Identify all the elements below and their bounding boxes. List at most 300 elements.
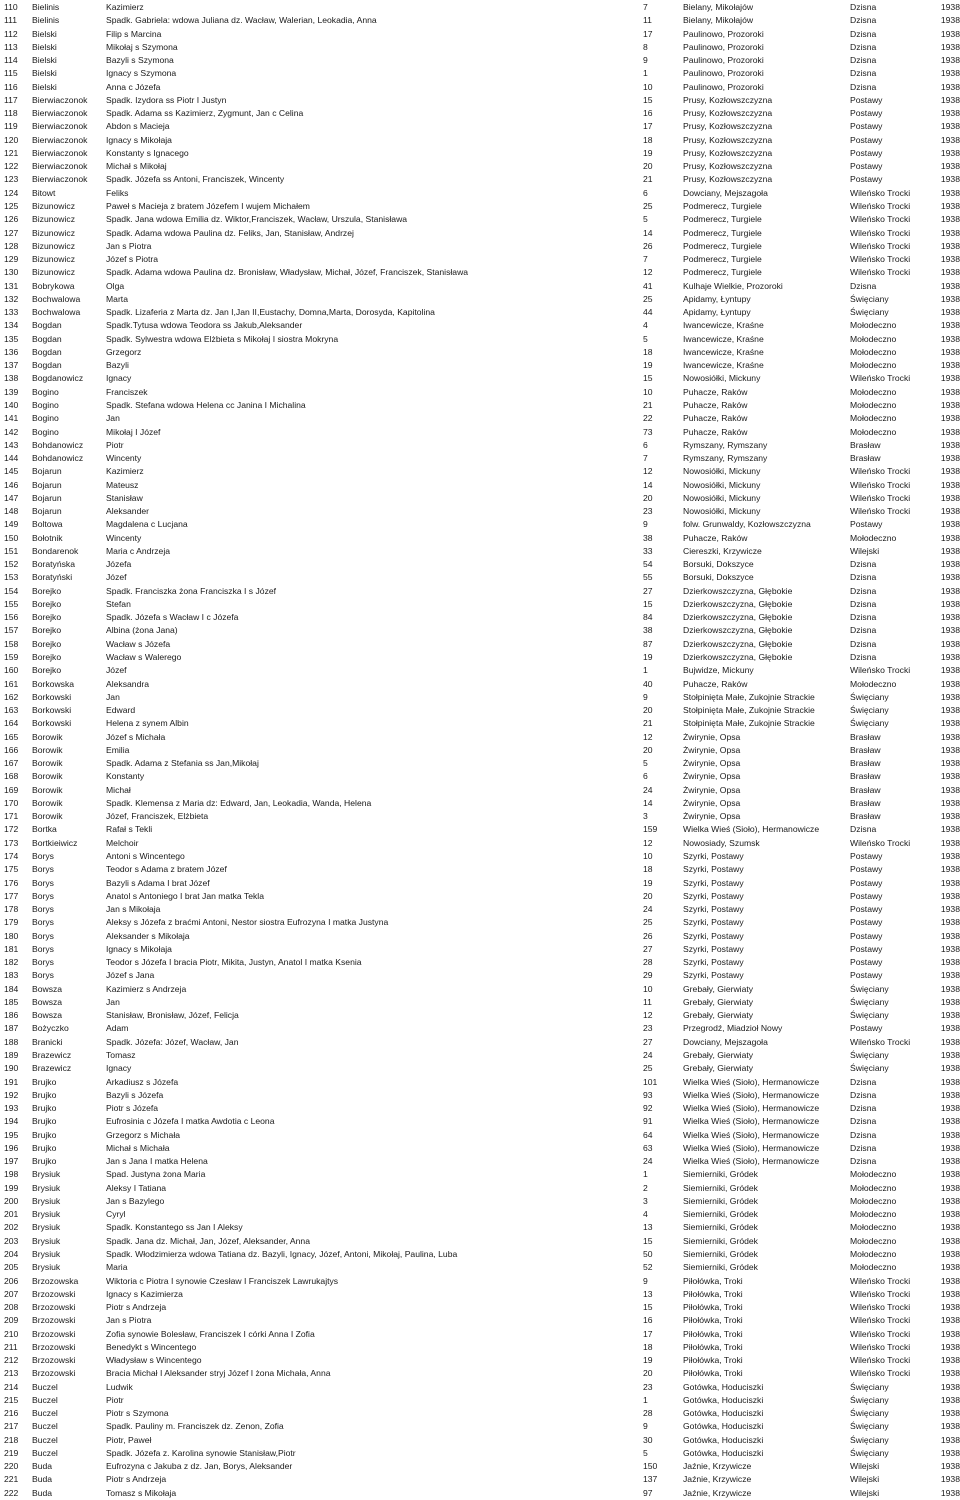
- entry-number-cell: 168: [4, 771, 19, 782]
- locality-cell: Siemierniki, Gródek: [683, 1222, 758, 1233]
- year-cell: 1938: [940, 214, 960, 225]
- given-names-cell: Benedykt s Wincentego: [106, 1341, 197, 1352]
- given-names-cell: Michał: [106, 784, 131, 795]
- district-cell: Święciany: [850, 293, 889, 304]
- locality-cell: Siemierniki, Gródek: [683, 1209, 758, 1220]
- year-cell: 1938: [940, 320, 960, 331]
- given-names-cell: Maria c Andrzeja: [106, 545, 171, 556]
- entry-number-cell: 171: [4, 811, 19, 822]
- entry-number-cell: 199: [4, 1182, 19, 1193]
- table-row: [0, 67, 960, 80]
- surname-cell: Bowsza: [32, 1010, 63, 1021]
- entry-number-cell: 204: [4, 1248, 19, 1259]
- year-cell: 1938: [940, 665, 960, 676]
- given-names-cell: Mateusz: [106, 479, 139, 490]
- entry-number-cell: 144: [4, 453, 19, 464]
- table-row: [0, 1235, 960, 1248]
- district-cell: Wileńsko Trocki: [850, 1315, 911, 1326]
- entry-number-cell: 196: [4, 1142, 19, 1153]
- district-cell: Wileńsko Trocki: [850, 466, 911, 477]
- given-names-cell: Piotr s Szymona: [106, 1408, 169, 1419]
- year-cell: 1938: [940, 1049, 960, 1060]
- table-row: [0, 160, 960, 173]
- house-number-cell: 3: [643, 811, 648, 822]
- given-names-cell: Kazimierz s Andrzeja: [106, 983, 187, 994]
- given-names-cell: Ignacy s Kazimierza: [106, 1288, 183, 1299]
- surname-cell: Borowik: [32, 811, 63, 822]
- given-names-cell: Stefan: [106, 598, 131, 609]
- house-number-cell: 18: [643, 864, 653, 875]
- given-names-cell: Spadk. Józefa z. Karolina synowie Stanisław,Piotr: [106, 1447, 296, 1458]
- locality-cell: Nowosiółki, Mickuny: [683, 373, 761, 384]
- table-row: [0, 1076, 960, 1089]
- given-names-cell: Jan s Piotra: [106, 1315, 152, 1326]
- year-cell: 1938: [940, 1222, 960, 1233]
- table-row: [0, 1248, 960, 1261]
- locality-cell: Siemierniki, Gródek: [683, 1169, 758, 1180]
- given-names-cell: Bazyli s Adama I brat Józef: [106, 877, 210, 888]
- district-cell: Mołodeczno: [850, 320, 897, 331]
- surname-cell: Brzozowski: [32, 1315, 76, 1326]
- house-number-cell: 17: [643, 1328, 653, 1339]
- given-names-cell: Spadk. Lizaferia z Marta dz. Jan I,Jan II,Eustachy, Domna,Marta, Dorosyda, Kapitolina: [106, 307, 435, 318]
- house-number-cell: 10: [643, 983, 653, 994]
- district-cell: Postawy: [850, 957, 883, 968]
- locality-cell: Dzierkowszczyzna, Głębokie: [683, 625, 793, 636]
- house-number-cell: 1: [643, 68, 648, 79]
- district-cell: Dzisna: [850, 280, 877, 291]
- entry-number-cell: 198: [4, 1169, 19, 1180]
- table-row: [0, 465, 960, 478]
- entry-number-cell: 142: [4, 426, 19, 437]
- locality-cell: Dowciany, Mejszagoła: [683, 1036, 768, 1047]
- entry-number-cell: 119: [4, 121, 18, 132]
- district-cell: Dzisna: [850, 1142, 877, 1153]
- surname-cell: Bizunowicz: [32, 240, 75, 251]
- year-cell: 1938: [940, 55, 960, 66]
- given-names-cell: Filip s Marcina: [106, 28, 162, 39]
- surname-cell: Bogino: [32, 399, 59, 410]
- entry-number-cell: 217: [4, 1421, 19, 1432]
- district-cell: Postawy: [850, 890, 883, 901]
- house-number-cell: 18: [643, 134, 653, 145]
- house-number-cell: 19: [643, 1355, 653, 1366]
- locality-cell: Grebały, Gierwiaty: [683, 1049, 754, 1060]
- given-names-cell: Ignacy s Szymona: [106, 68, 177, 79]
- district-cell: Wileńsko Trocki: [850, 254, 911, 265]
- table-row: [0, 744, 960, 757]
- district-cell: Święciany: [850, 1010, 889, 1021]
- surname-cell: Bohdanowicz: [32, 453, 84, 464]
- locality-cell: Stołpinięta Małe, Zukojnie Strackie: [683, 705, 815, 716]
- entry-number-cell: 216: [4, 1408, 19, 1419]
- surname-cell: Bielski: [32, 68, 57, 79]
- given-names-cell: Bazyli: [106, 360, 129, 371]
- entry-number-cell: 159: [4, 652, 19, 663]
- house-number-cell: 11: [643, 996, 652, 1007]
- year-cell: 1938: [940, 652, 960, 663]
- house-number-cell: 84: [643, 612, 653, 623]
- house-number-cell: 38: [643, 532, 653, 543]
- given-names-cell: Olga: [106, 280, 125, 291]
- house-number-cell: 20: [643, 492, 653, 503]
- district-cell: Postawy: [850, 970, 883, 981]
- entry-number-cell: 121: [4, 147, 19, 158]
- given-names-cell: Spadk. Adama wdowa Paulina dz. Bronisław, Władysław, Michał, Józef, Franciszek, Stanisława: [106, 267, 469, 278]
- entry-number-cell: 115: [4, 68, 18, 79]
- surname-cell: Borejko: [32, 652, 62, 663]
- house-number-cell: 87: [643, 638, 653, 649]
- entry-number-cell: 195: [4, 1129, 19, 1140]
- house-number-cell: 6: [643, 187, 648, 198]
- year-cell: 1938: [940, 2, 960, 12]
- surname-cell: Brysiuk: [32, 1248, 61, 1259]
- district-cell: Postawy: [850, 94, 883, 105]
- house-number-cell: 2: [643, 1182, 648, 1193]
- table-row: [0, 492, 960, 505]
- table-row: [0, 598, 960, 611]
- district-cell: Dzisna: [850, 1103, 877, 1114]
- district-cell: Mołodeczno: [850, 346, 897, 357]
- entry-number-cell: 127: [4, 227, 19, 238]
- table-row: [0, 624, 960, 637]
- entry-number-cell: 218: [4, 1434, 19, 1445]
- year-cell: 1938: [940, 705, 960, 716]
- year-cell: 1938: [940, 598, 960, 609]
- year-cell: 1938: [940, 612, 960, 623]
- table-row: [0, 1036, 960, 1049]
- house-number-cell: 23: [643, 506, 653, 517]
- given-names-cell: Rafał s Tekli: [106, 824, 153, 835]
- locality-cell: Siemierniki, Gródek: [683, 1262, 758, 1273]
- entry-number-cell: 158: [4, 638, 19, 649]
- entry-number-cell: 189: [4, 1049, 19, 1060]
- entry-number-cell: 210: [4, 1328, 19, 1339]
- year-cell: 1938: [940, 1368, 960, 1379]
- table-row: [0, 1473, 960, 1486]
- year-cell: 1938: [940, 851, 960, 861]
- locality-cell: Szyrki, Postawy: [683, 877, 744, 888]
- locality-cell: Bielany, Mikołajów: [683, 2, 754, 12]
- entry-number-cell: 177: [4, 890, 19, 901]
- given-names-cell: Ignacy: [106, 373, 132, 384]
- district-cell: Dzisna: [850, 1089, 877, 1100]
- year-cell: 1938: [940, 1023, 960, 1034]
- entry-number-cell: 173: [4, 837, 19, 848]
- entry-number-cell: 128: [4, 240, 19, 251]
- given-names-cell: Spadk. Konstantego ss Jan I Aleksy: [106, 1222, 243, 1233]
- surname-cell: Bojarun: [32, 466, 62, 477]
- entry-number-cell: 170: [4, 797, 19, 808]
- house-number-cell: 52: [643, 1262, 653, 1273]
- district-cell: Mołodeczno: [850, 532, 897, 543]
- table-row: [0, 253, 960, 266]
- given-names-cell: Teodor s Józefa I bracia Piotr, Mikita, Justyn, Anatol I matka Ksenia: [106, 957, 362, 968]
- district-cell: Postawy: [850, 161, 883, 172]
- district-cell: Święciany: [850, 691, 889, 702]
- given-names-cell: Anna c Józefa: [106, 81, 161, 92]
- locality-cell: Wielka Wieś (Sioło), Hermanowicze: [683, 1089, 820, 1100]
- year-cell: 1938: [940, 638, 960, 649]
- given-names-cell: Stanisław: [106, 492, 143, 503]
- house-number-cell: 23: [643, 1023, 653, 1034]
- year-cell: 1938: [940, 1089, 960, 1100]
- surname-cell: Borys: [32, 890, 54, 901]
- given-names-cell: Edward: [106, 705, 136, 716]
- district-cell: Wilejski: [850, 545, 880, 556]
- house-number-cell: 6: [643, 771, 648, 782]
- surname-cell: Bielinis: [32, 2, 60, 12]
- house-number-cell: 150: [643, 1461, 658, 1472]
- house-number-cell: 4: [643, 320, 648, 331]
- given-names-cell: Jan: [106, 996, 120, 1007]
- locality-cell: Puhacze, Raków: [683, 426, 748, 437]
- table-row: [0, 585, 960, 598]
- table-row: [0, 1275, 960, 1288]
- given-names-cell: Jan: [106, 691, 120, 702]
- locality-cell: Nowosiady, Szumsk: [683, 837, 760, 848]
- given-names-cell: Aleksander: [106, 506, 149, 517]
- locality-cell: Prusy, Kozłowszczyzna: [683, 134, 773, 145]
- house-number-cell: 9: [643, 519, 648, 530]
- given-names-cell: Konstanty: [106, 771, 145, 782]
- year-cell: 1938: [940, 877, 960, 888]
- district-cell: Mołodeczno: [850, 1209, 897, 1220]
- given-names-cell: Bracia Michał I Aleksander stryj Józef I żona Michała, Anna: [106, 1368, 331, 1379]
- district-cell: Wileńsko Trocki: [850, 479, 911, 490]
- table-row: [0, 1261, 960, 1274]
- table-row: [0, 346, 960, 359]
- year-cell: 1938: [940, 691, 960, 702]
- year-cell: 1938: [940, 1116, 960, 1127]
- district-cell: Święciany: [850, 1394, 889, 1405]
- house-number-cell: 14: [643, 227, 653, 238]
- surname-cell: Bierwiaczonok: [32, 161, 88, 172]
- year-cell: 1938: [940, 121, 960, 132]
- locality-cell: Puhacze, Raków: [683, 532, 748, 543]
- given-names-cell: Piotr s Józefa: [106, 1103, 159, 1114]
- entry-number-cell: 184: [4, 983, 19, 994]
- table-row: [0, 1314, 960, 1327]
- district-cell: Wileńsko Trocki: [850, 1355, 911, 1366]
- table-row: [0, 943, 960, 956]
- surname-cell: Brysiuk: [32, 1195, 61, 1206]
- locality-cell: Szyrki, Postawy: [683, 930, 744, 941]
- surname-cell: Boltowa: [32, 519, 63, 530]
- year-cell: 1938: [940, 758, 960, 769]
- given-names-cell: Spadk. Józefa s Wacław I c Józefa: [106, 612, 239, 623]
- year-cell: 1938: [940, 399, 960, 410]
- entry-number-cell: 133: [4, 307, 19, 318]
- locality-cell: Stołpinięta Małe, Zukojnie Strackie: [683, 718, 815, 729]
- entry-number-cell: 165: [4, 731, 19, 742]
- locality-cell: Gotówka, Hoduciszki: [683, 1381, 764, 1392]
- house-number-cell: 26: [643, 240, 653, 251]
- entry-number-cell: 163: [4, 705, 19, 716]
- house-number-cell: 13: [643, 1288, 653, 1299]
- locality-cell: Żwirynie, Opsa: [683, 744, 741, 755]
- given-names-cell: Maria: [106, 1262, 128, 1273]
- table-row: [0, 1221, 960, 1234]
- locality-cell: Puhacze, Raków: [683, 413, 748, 424]
- table-row: [0, 41, 960, 54]
- table-row: [0, 1434, 960, 1447]
- surname-cell: Bortkieiwicz: [32, 837, 78, 848]
- given-names-cell: Wacław s Józefa: [106, 638, 171, 649]
- house-number-cell: 24: [643, 904, 653, 915]
- table-row: [0, 797, 960, 810]
- table-row: [0, 983, 960, 996]
- year-cell: 1938: [940, 572, 960, 583]
- entry-number-cell: 164: [4, 718, 19, 729]
- surname-cell: Bołotnik: [32, 532, 63, 543]
- year-cell: 1938: [940, 240, 960, 251]
- house-number-cell: 92: [643, 1103, 653, 1114]
- year-cell: 1938: [940, 864, 960, 875]
- surname-cell: Brujko: [32, 1116, 57, 1127]
- year-cell: 1938: [940, 1129, 960, 1140]
- district-cell: Mołodeczno: [850, 426, 897, 437]
- house-number-cell: 12: [643, 731, 653, 742]
- district-cell: Dzisna: [850, 824, 877, 835]
- table-row: [0, 611, 960, 624]
- year-cell: 1938: [940, 254, 960, 265]
- surname-cell: Bogdan: [32, 346, 62, 357]
- locality-cell: Puhacze, Raków: [683, 678, 748, 689]
- locality-cell: Dowciany, Mejszagoła: [683, 187, 768, 198]
- given-names-cell: Józef s Michała: [106, 731, 166, 742]
- entry-number-cell: 157: [4, 625, 19, 636]
- house-number-cell: 12: [643, 267, 653, 278]
- house-number-cell: 18: [643, 1341, 653, 1352]
- table-row: [0, 770, 960, 783]
- locality-cell: Podmerecz, Turgiele: [683, 200, 762, 211]
- year-cell: 1938: [940, 1288, 960, 1299]
- year-cell: 1938: [940, 373, 960, 384]
- district-cell: Wileńsko Trocki: [850, 187, 911, 198]
- house-number-cell: 15: [643, 94, 653, 105]
- house-number-cell: 16: [643, 108, 653, 119]
- table-row: [0, 1341, 960, 1354]
- surname-cell: Bochwalowa: [32, 307, 81, 318]
- table-row: [0, 1381, 960, 1394]
- entry-number-cell: 183: [4, 970, 19, 981]
- surname-cell: Buda: [32, 1474, 53, 1485]
- locality-cell: Prusy, Kozłowszczyzna: [683, 147, 773, 158]
- table-row: [0, 1115, 960, 1128]
- year-cell: 1938: [940, 1103, 960, 1114]
- district-cell: Wileńsko Trocki: [850, 227, 911, 238]
- given-names-cell: Spadk. Pauliny m. Franciszek dz. Zenon, Zofia: [106, 1421, 284, 1432]
- given-names-cell: Michał s Mikołaj: [106, 161, 167, 172]
- year-cell: 1938: [940, 1328, 960, 1339]
- district-cell: Dzisna: [850, 1156, 877, 1167]
- locality-cell: Żwirynie, Opsa: [683, 771, 741, 782]
- entry-number-cell: 206: [4, 1275, 19, 1286]
- table-row: [0, 704, 960, 717]
- district-cell: Wileńsko Trocki: [850, 492, 911, 503]
- district-cell: Wileńsko Trocki: [850, 1341, 911, 1352]
- entry-number-cell: 178: [4, 904, 19, 915]
- surname-cell: Bielski: [32, 28, 57, 39]
- district-cell: Wileńsko Trocki: [850, 1302, 911, 1313]
- house-number-cell: 33: [643, 545, 653, 556]
- locality-cell: Żwirynie, Opsa: [683, 797, 741, 808]
- district-cell: Wileńsko Trocki: [850, 200, 911, 211]
- year-cell: 1938: [940, 1010, 960, 1021]
- district-cell: Postawy: [850, 174, 883, 185]
- surname-cell: Borys: [32, 851, 54, 861]
- entry-number-cell: 140: [4, 399, 19, 410]
- table-row: [0, 81, 960, 94]
- year-cell: 1938: [940, 1262, 960, 1273]
- house-number-cell: 21: [643, 718, 653, 729]
- surname-cell: Bierwiaczonok: [32, 174, 88, 185]
- table-row: [0, 903, 960, 916]
- locality-cell: Paulinowo, Prozoroki: [683, 41, 764, 52]
- entry-number-cell: 203: [4, 1235, 19, 1246]
- table-row: [0, 638, 960, 651]
- year-cell: 1938: [940, 1461, 960, 1472]
- house-number-cell: 21: [643, 174, 653, 185]
- house-number-cell: 15: [643, 1302, 653, 1313]
- given-names-cell: Piotr s Andrzeja: [106, 1474, 167, 1485]
- district-cell: Brasław: [850, 439, 881, 450]
- given-names-cell: Kazimierz: [106, 466, 144, 477]
- given-names-cell: Józef s Jana: [106, 970, 155, 981]
- district-cell: Wileńsko Trocki: [850, 214, 911, 225]
- district-cell: Postawy: [850, 1023, 883, 1034]
- year-cell: 1938: [940, 1209, 960, 1220]
- given-names-cell: Teodor s Adama z bratem Józef: [106, 864, 227, 875]
- given-names-cell: Mikołaj I Józef: [106, 426, 161, 437]
- year-cell: 1938: [940, 1248, 960, 1259]
- table-row: [0, 213, 960, 226]
- table-row: [0, 930, 960, 943]
- house-number-cell: 4: [643, 1209, 648, 1220]
- year-cell: 1938: [940, 943, 960, 954]
- house-number-cell: 19: [643, 147, 653, 158]
- year-cell: 1938: [940, 386, 960, 397]
- year-cell: 1938: [940, 731, 960, 742]
- locality-cell: Podmerecz, Turgiele: [683, 214, 762, 225]
- house-number-cell: 50: [643, 1248, 653, 1259]
- year-cell: 1938: [940, 744, 960, 755]
- surname-cell: Borkowski: [32, 705, 72, 716]
- given-names-cell: Józef: [106, 572, 127, 583]
- entry-number-cell: 138: [4, 373, 19, 384]
- district-cell: Mołodeczno: [850, 678, 897, 689]
- house-number-cell: 10: [643, 851, 653, 861]
- surname-cell: Bierwiaczonok: [32, 147, 88, 158]
- year-cell: 1938: [940, 1355, 960, 1366]
- district-cell: Postawy: [850, 943, 883, 954]
- surname-cell: Bohdanowicz: [32, 439, 84, 450]
- table-row: [0, 1354, 960, 1367]
- locality-cell: Siemierniki, Gródek: [683, 1182, 758, 1193]
- locality-cell: Gotówka, Hoduciszki: [683, 1421, 764, 1432]
- surname-cell: Brujko: [32, 1156, 57, 1167]
- surname-cell: Bierwiaczonok: [32, 108, 88, 119]
- surname-cell: Brysiuk: [32, 1182, 61, 1193]
- house-number-cell: 93: [643, 1089, 653, 1100]
- surname-cell: Brzozowski: [32, 1355, 76, 1366]
- district-cell: Postawy: [850, 877, 883, 888]
- house-number-cell: 73: [643, 426, 653, 437]
- given-names-cell: Ignacy s Mikołaja: [106, 943, 172, 954]
- year-cell: 1938: [940, 784, 960, 795]
- district-cell: Postawy: [850, 121, 883, 132]
